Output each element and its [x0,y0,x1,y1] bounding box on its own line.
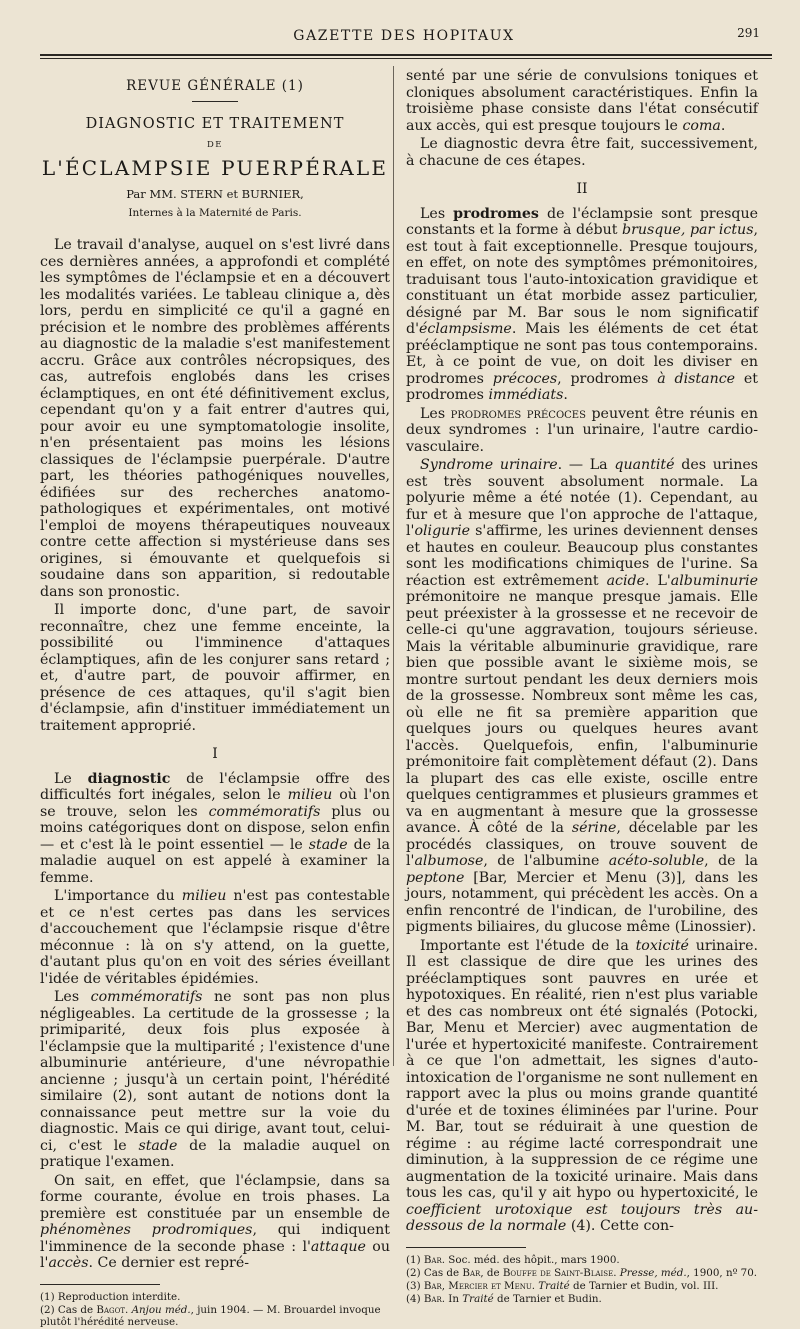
article-kicker: REVUE GÉNÉRALE (1) [126,78,304,94]
footnote: (2) Cas de Bar, de Bouffe de Saint-Blaise. Presse, méd., 1900, nº 70. [406,1266,758,1279]
footnote: (4) Bar. In Traité de Tarnier et Budin. [406,1292,602,1305]
article-affiliation: Internes à la Maternité de Paris. [128,206,302,219]
paragraph: Syndrome urinaire. — La quantité des urines est très souvent absolument normale. La polyurie même a été notée (1). Cependant, au fur et à mesure que l'on approche de l'attaque, l'oligurie s'affirme, les urines deviennent denses et hautes en couleur. Beaucoup plus constantes sont les modifications chimiques de l'urine. Sa réaction est extrêmement acide. L'albuminurie prémonitoire ne manque presque jamais. Elle peut préexister à la grossesse et ne recevoir de celle-ci qu'une aggravation, toujours sérieuse. Mais la véritable albuminurie gravidique, rare bien que possible avant le sixième mois, se montre surtout pendant les deux derniers mois de la grossesse. Nombreux sont même les cas, où elle ne fit sa première apparition que quelques jours ou quelques heures avant l'accès. Quelquefois, enfin, l'albuminurie prémonitoire fait complètement défaut (2). Dans la plupart des cas elle existe, oscille entre quelques centigrammes et plusieurs grammes et va en augmentant à mesure que la grossesse avance. À côté de la sérine, décelable par les procédés classiques, on trouve souvent de l'albumose, de l'albumine acéto-soluble, de la peptone [Bar, Mercier et Menu (3)], dans les jours, notamment, qui précèdent les accès. On a enfin rencontré de l'indican, de l'urobiline, des pigments biliaires, du glucose même (Linossier). [406,457,759,935]
right-column [406,68,758,1306]
footnote-rule [406,1247,526,1248]
article-title-de: DE [206,140,224,150]
paragraph: Le travail d'analyse, auquel on s'est livré dans ces dernières années, a approfondi et complété les symptômes de l'éclampsie et en a découvert les modalités variées. Le tableau clinique a, dès lors, perdu en simplicité ce qu'il a gagné en précision et le nombre des problèmes afférents au diagnostic de la maladie s'est manifestement accru. Grâce aux contrôles nécropsiques, des cas, autrefois englobés dans les crises éclamptiques, en ont été définitivement exclus, cependant qu'on y a fait entrer d'autres qui, pour avoir eu une symptomatologie insolite, n'en présentaient pas moins les lésions classiques de l'éclampsie puerpérale. D'autre part, les théories pathogéniques nouvelles, édifiées sur des recherches anatomo-pathologiques et expérimentales, ont motivé l'emploi de moyens thérapeutiques nouveaux contre cette affection si mystérieuse dans ses origines, si émouvante et quelquefois si soudaine dans son apparition, si redoutable dans son pronostic. [40,237,390,600]
paragraph: Le diagnostic devra être fait, successivement, à chacune de ces étapes. [406,136,758,169]
footnote-rule [40,1284,160,1285]
paragraph: L'importance du milieu n'est pas contestable et ce n'est certes pas dans les services d'accouchement que l'éclampsie risque d'être méconnue : là on s'y attend, on la guette, d'autant plus qu'on en voit des séries éveillant l'idée de véritables épidémies. [40,888,390,987]
left-column [40,68,390,1329]
header-rule [40,54,772,56]
paragraph: Importante est l'étude de la toxicité urinaire. Il est classique de dire que les urines des prééclamptiques sont pauvres en urée et hypotoxiques. En réalité, rien n'est plus variable et des cas nombreux ont été signalés (Potocki, Bar, Menu et Mercier) avec augmentation de l'urée et hypertoxicité manifeste. Contrairement à ce que l'on admettait, les signes d'auto-intoxication de l'organisme ne sont nullement en rapport avec la plus ou moins grande quantité d'urée et de toxines éliminées par l'urine. Pour M. Bar, tout se réduirait à une question de régime : au régime lacté correspondrait une diminution, à la suppression de ce régime une augmentation de la toxicité urinaire. Mais dans tous les cas, qu'il y ait hypo ou hypertoxicité, le coefficient urotoxique est toujours très au-dessous de la normale (4). Cette con- [406,937,758,1234]
journal-title: GAZETTE DES HOPITAUX [293,28,515,44]
header-rule-thin [40,58,772,59]
section-heading-2: II [576,181,588,197]
paragraph: senté par une série de convulsions toniques et cloniques absolument caractéristiques. Enfin la troisième phase consiste dans l'état consécutif aux accès, qui est presque toujours le coma. [406,68,758,134]
footnote: (1) Reproduction interdite. [40,1290,181,1303]
paragraph: Il importe donc, d'une part, de savoir reconnaître, chez une femme enceinte, la possibilité ou l'imminence d'attaques éclamptiques, afin de les conjurer sans retard ; et, d'autre part, de pouvoir affirmer, en présence de ces attaques, qu'il s'agit bien d'éclampsie, afin d'instituer immédiatement un traitement approprié. [40,602,390,734]
article-byline: Par MM. STERN et BURNIER, [126,187,304,201]
section-heading-1: I [212,746,218,762]
column-divider [393,66,394,1066]
paragraph: Les commémoratifs ne sont pas non plus négligeables. La certitude de la grossesse ; la primiparité, deux fois plus exposée à l'éclampsie que la multiparité ; l'existence d'une albuminurie antérieure, d'une névropathie ancienne ; jusqu'à un certain point, l'hérédité similaire (2), sont autant de notions dont la connaissance peut mettre sur la voie du diagnostic. Mais ce qui dirige, avant tout, celui-ci, c'est le stade de la maladie auquel on pratique l'examen. [40,989,390,1170]
paragraph: Les prodromes précoces peuvent être réunis en deux syndromes : l'un urinaire, l'autre cardio-vasculaire. [406,405,758,455]
paragraph: Les prodromes de l'éclampsie sont presque constants et la forme à début brusque, par ictus, est tout à fait exceptionnelle. Presque toujours, en effet, on note des symptômes prémonitoires, traduisant tous l'auto-intoxication gravidique et constituant un état morbide assez particulier, désigné par M. Bar sous le nom significatif d'éclampsisme. Mais les éléments de cet état prééclamptique ne sont pas tous contemporains. Et, à ce point de vue, on doit les diviser en prodromes précoces, prodromes à distance et prodromes immédiats. [406,205,758,403]
running-header [40,26,768,50]
footnote: (2) Cas de Bagot. Anjou méd., juin 1904. — M. Brouardel invoque plutôt l'hérédité nerveuse. [40,1303,381,1328]
footnote: (1) Bar. Soc. méd. des hôpit., mars 1900. [406,1253,620,1266]
footnote: (3) Bar, Mercier et Menu. Traité de Tarnier et Budin, vol. III. [406,1279,719,1292]
paragraph: On sait, en effet, que l'éclampsie, dans sa forme courante, évolue en trois phases. La première est constituée par un ensemble de phénomènes prodromiques, qui indiquent l'imminence de la seconde phase : l'attaque ou l'accès. Ce dernier est repré- [40,1172,390,1271]
article-title-line1: DIAGNOSTIC ET TRAITEMENT [85,115,345,132]
article-title-line2: L'ÉCLAMPSIE PUERPÉRALE [41,155,389,180]
page-number: 291 [737,26,760,40]
title-rule [192,101,238,102]
paragraph: Le diagnostic de l'éclampsie offre des difficultés fort inégales, selon le milieu où l'on se trouve, selon les commémoratifs plus ou moins catégoriques dont on dispose, selon enfin — et c'est là le point essentiel — le stade de la maladie auquel on est appelé à examiner la femme. [40,770,391,886]
